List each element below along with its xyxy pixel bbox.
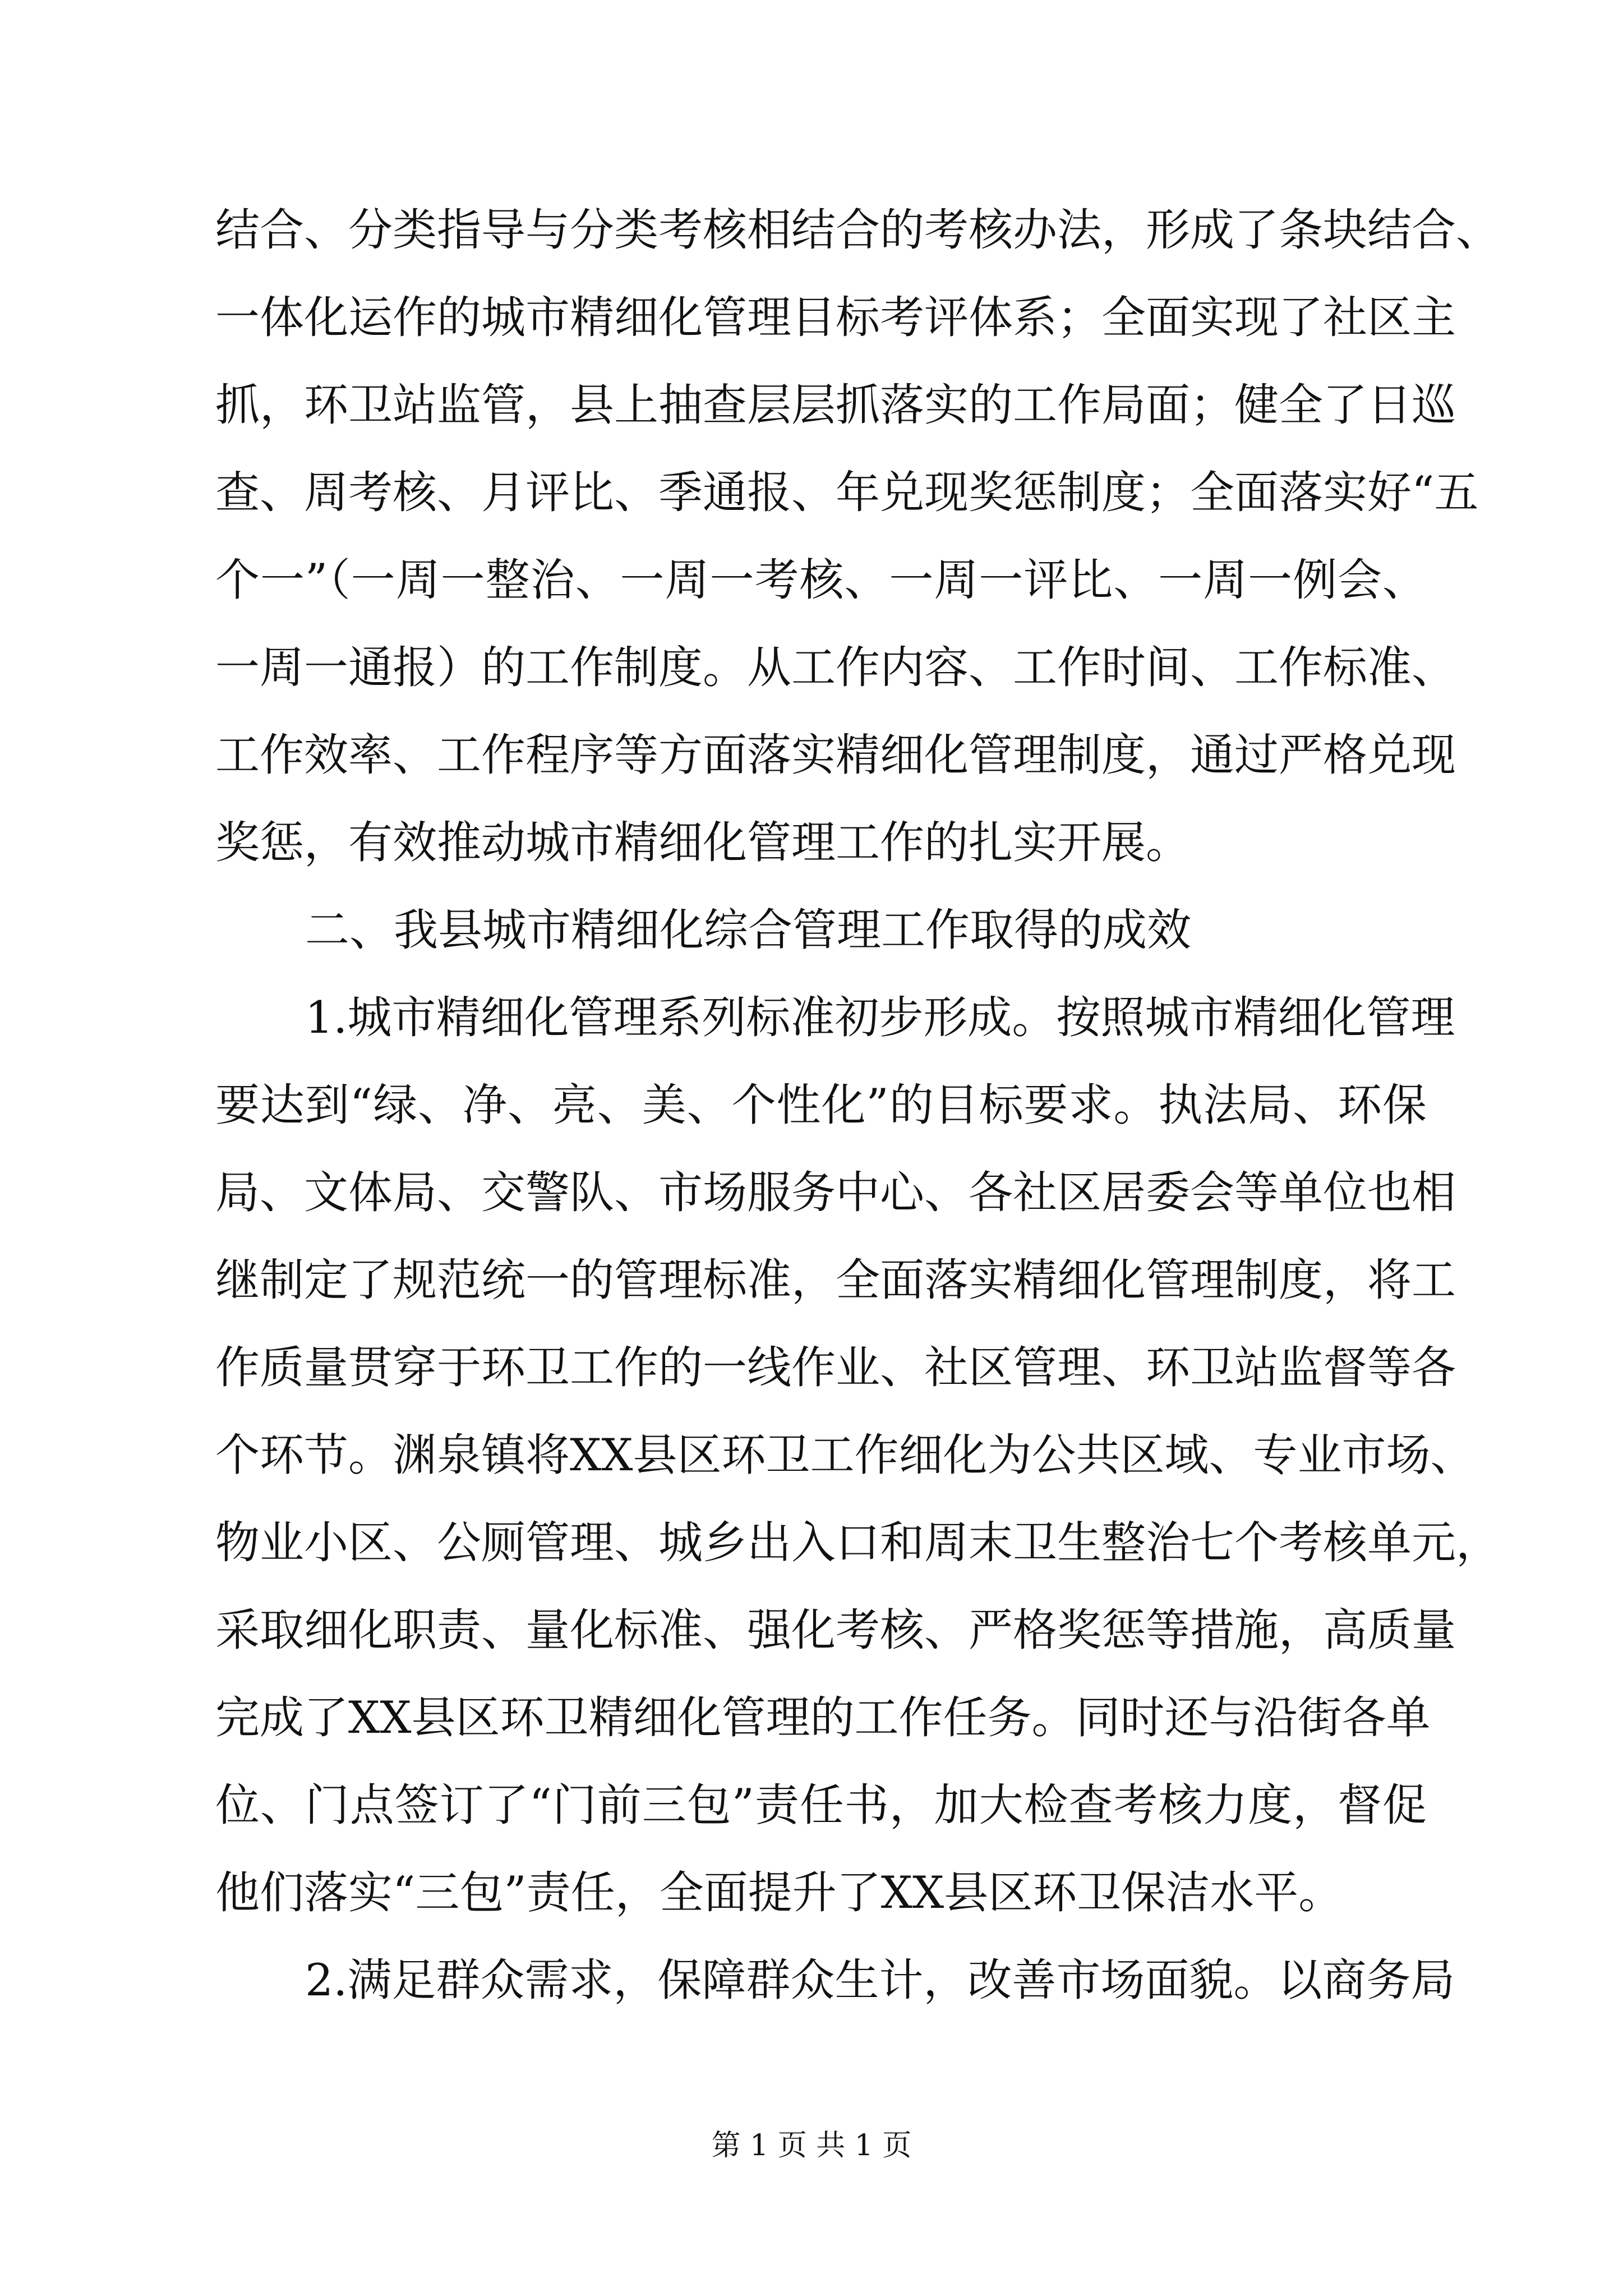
text-line: 他们落实“三包”责任，全面提升了XX县区环卫保洁水平。 (215, 1867, 1343, 1918)
text-line: 查、周考核、月评比、季通报、年兑现奖惩制度；全面落实好“五 (215, 467, 1479, 518)
text-line: 要达到“绿、净、亮、美、个性化”的目标要求。执法局、环保 (215, 1079, 1427, 1131)
text-line: 奖惩，有效推动城市精细化管理工作的扎实开展。 (215, 817, 1190, 868)
text-line: 一体化运作的城市精细化管理目标考评体系；全面实现了社区主 (215, 292, 1456, 343)
document-body (215, 186, 1500, 2024)
text-line: 2.满足群众需求，保障群众生计，改善市场面貌。以商务局 (305, 1954, 1455, 2006)
text-line: 局、文体局、交警队、市场服务中心、各社区居委会等单位也相 (215, 1167, 1456, 1218)
text-line: 作质量贯穿于环卫工作的一线作业、社区管理、环卫站监督等各 (215, 1342, 1456, 1393)
page-footer: 第 1 页 共 1 页 (711, 2129, 912, 2162)
text-line: 采取细化职责、量化标准、强化考核、严格奖惩等措施，高质量 (215, 1604, 1456, 1656)
text-line: 完成了XX县区环卫精细化管理的工作任务。同时还与沿街各单 (215, 1692, 1431, 1743)
text-line: 结合、分类指导与分类考核相结合的考核办法，形成了条块结合、 (215, 204, 1500, 256)
text-line: 工作效率、工作程序等方面落实精细化管理制度，通过严格兑现 (215, 729, 1456, 781)
text-line: 1.城市精细化管理系列标准初步形成。按照城市精细化管理 (305, 992, 1455, 1043)
section-heading: 二、我县城市精细化综合管理工作取得的成效 (305, 904, 1191, 956)
text-line: 位、门点签订了“门前三包”责任书，加大检查考核力度，督促 (215, 1779, 1427, 1831)
text-line: 物业小区、公厕管理、城乡出入口和周末卫生整治七个考核单元， (215, 1517, 1500, 1568)
text-line: 一周一通报）的工作制度。从工作内容、工作时间、工作标准、 (215, 642, 1456, 693)
text-line: 抓，环卫站监管，县上抽查层层抓落实的工作局面；健全了日巡 (215, 379, 1456, 431)
text-line: 个一”（一周一整治、一周一考核、一周一评比、一周一例会、 (215, 554, 1427, 606)
text-line: 继制定了规范统一的管理标准，全面落实精细化管理制度，将工 (215, 1254, 1456, 1306)
text-line: 个环节。渊泉镇将XX县区环卫工作细化为公共区域、专业市场、 (215, 1429, 1475, 1481)
